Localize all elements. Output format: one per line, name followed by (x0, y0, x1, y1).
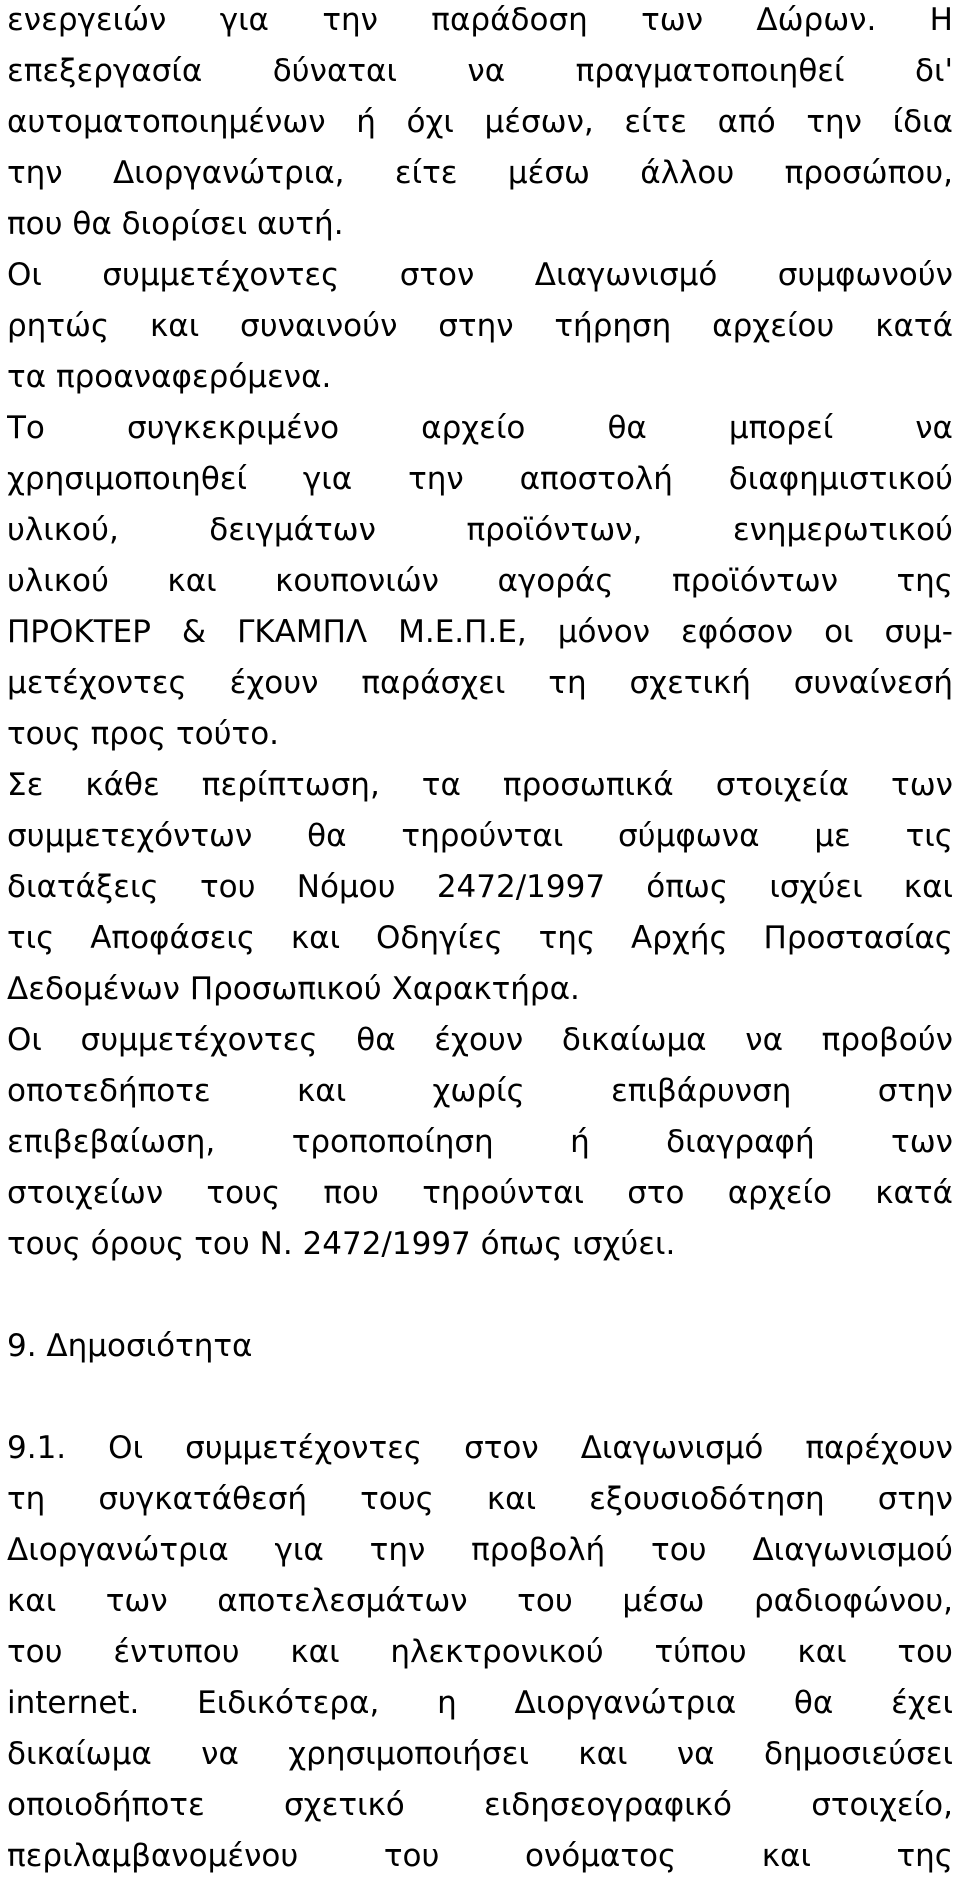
text-line: στοιχείων τους που τηρούνται στο αρχείο κατά (7, 1175, 953, 1211)
text-line: τη συγκατάθεσή τους και εξουσιοδότηση στην (7, 1481, 953, 1517)
text-line: οποιοδήποτε σχετικό ειδησεογραφικό στοιχείο, (7, 1787, 953, 1823)
text-line: Δεδομένων Προσωπικού Χαρακτήρα. (7, 971, 580, 1007)
text-line: τους προς τούτο. (7, 716, 280, 752)
text-line: που θα διορίσει αυτή. (7, 206, 344, 242)
text-line: του έντυπου και ηλεκτρονικού τύπου και του (7, 1634, 953, 1670)
text-line: Το συγκεκριμένο αρχείο θα μπορεί να (7, 410, 953, 446)
text-line: 9.1. Οι συμμετέχοντες στον Διαγωνισμό παρέχουν (7, 1430, 953, 1466)
text-line: συμμετεχόντων θα τηρούνται σύμφωνα με τις (7, 818, 953, 854)
text-line: Οι συμμετέχοντες θα έχουν δικαίωμα να προβούν (7, 1022, 953, 1058)
text-line: επιβεβαίωση, τροποποίηση ή διαγραφή των (7, 1124, 953, 1160)
text-line: αυτοματοποιημένων ή όχι μέσων, είτε από την ίδια (7, 104, 953, 140)
text-line: internet. Ειδικότερα, η Διοργανώτρια θα έχει (7, 1685, 953, 1721)
paragraph-gap (7, 1377, 953, 1428)
text-line: περιλαμβανομένου του ονόματος και της (7, 1838, 953, 1874)
text-line: ΠΡΟΚΤΕΡ & ΓΚΑΜΠΛ Μ.Ε.Π.Ε, μόνον εφόσον οι συμ- (7, 614, 953, 650)
text-line: μετέχοντες έχουν παράσχει τη σχετική συναίνεσή (7, 665, 953, 701)
text-line: οποτεδήποτε και χωρίς επιβάρυνση στην (7, 1073, 953, 1109)
text-line: τους όρους του Ν. 2472/1997 όπως ισχύει. (7, 1226, 676, 1262)
text-line: Σε κάθε περίπτωση, τα προσωπικά στοιχεία των (7, 767, 953, 803)
text-line: την Διοργανώτρια, είτε μέσω άλλου προσώπου, (7, 155, 953, 191)
text-line: και των αποτελεσμάτων του μέσω ραδιοφώνου, (7, 1583, 953, 1619)
text-line: ενεργειών για την παράδοση των Δώρων. Η (7, 2, 953, 38)
text-line: δικαίωμα να χρησιμοποιήσει και να δημοσιεύσει (7, 1736, 953, 1772)
text-line: επεξεργασία δύναται να πραγματοποιηθεί δι' (7, 53, 953, 89)
section-heading: 9. Δημοσιότητα (7, 1328, 253, 1364)
text-line: υλικού, δειγμάτων προϊόντων, ενημερωτικού (7, 512, 953, 548)
text-line: Οι συμμετέχοντες στον Διαγωνισμό συμφωνούν (7, 257, 953, 293)
paragraph-gap (7, 1275, 953, 1326)
text-line: υλικού και κουπονιών αγοράς προϊόντων της (7, 563, 953, 599)
text-line: τα προαναφερόμενα. (7, 359, 332, 395)
text-line: Διοργανώτρια για την προβολή του Διαγωνισμού (7, 1532, 953, 1568)
document-body (7, 0, 953, 1887)
text-line: τις Αποφάσεις και Οδηγίες της Αρχής Προστασίας (7, 920, 953, 956)
text-line: διατάξεις του Νόμου 2472/1997 όπως ισχύει και (7, 869, 953, 905)
text-line: χρησιμοποιηθεί για την αποστολή διαφημιστικού (7, 461, 953, 497)
text-line: ρητώς και συναινούν στην τήρηση αρχείου κατά (7, 308, 953, 344)
